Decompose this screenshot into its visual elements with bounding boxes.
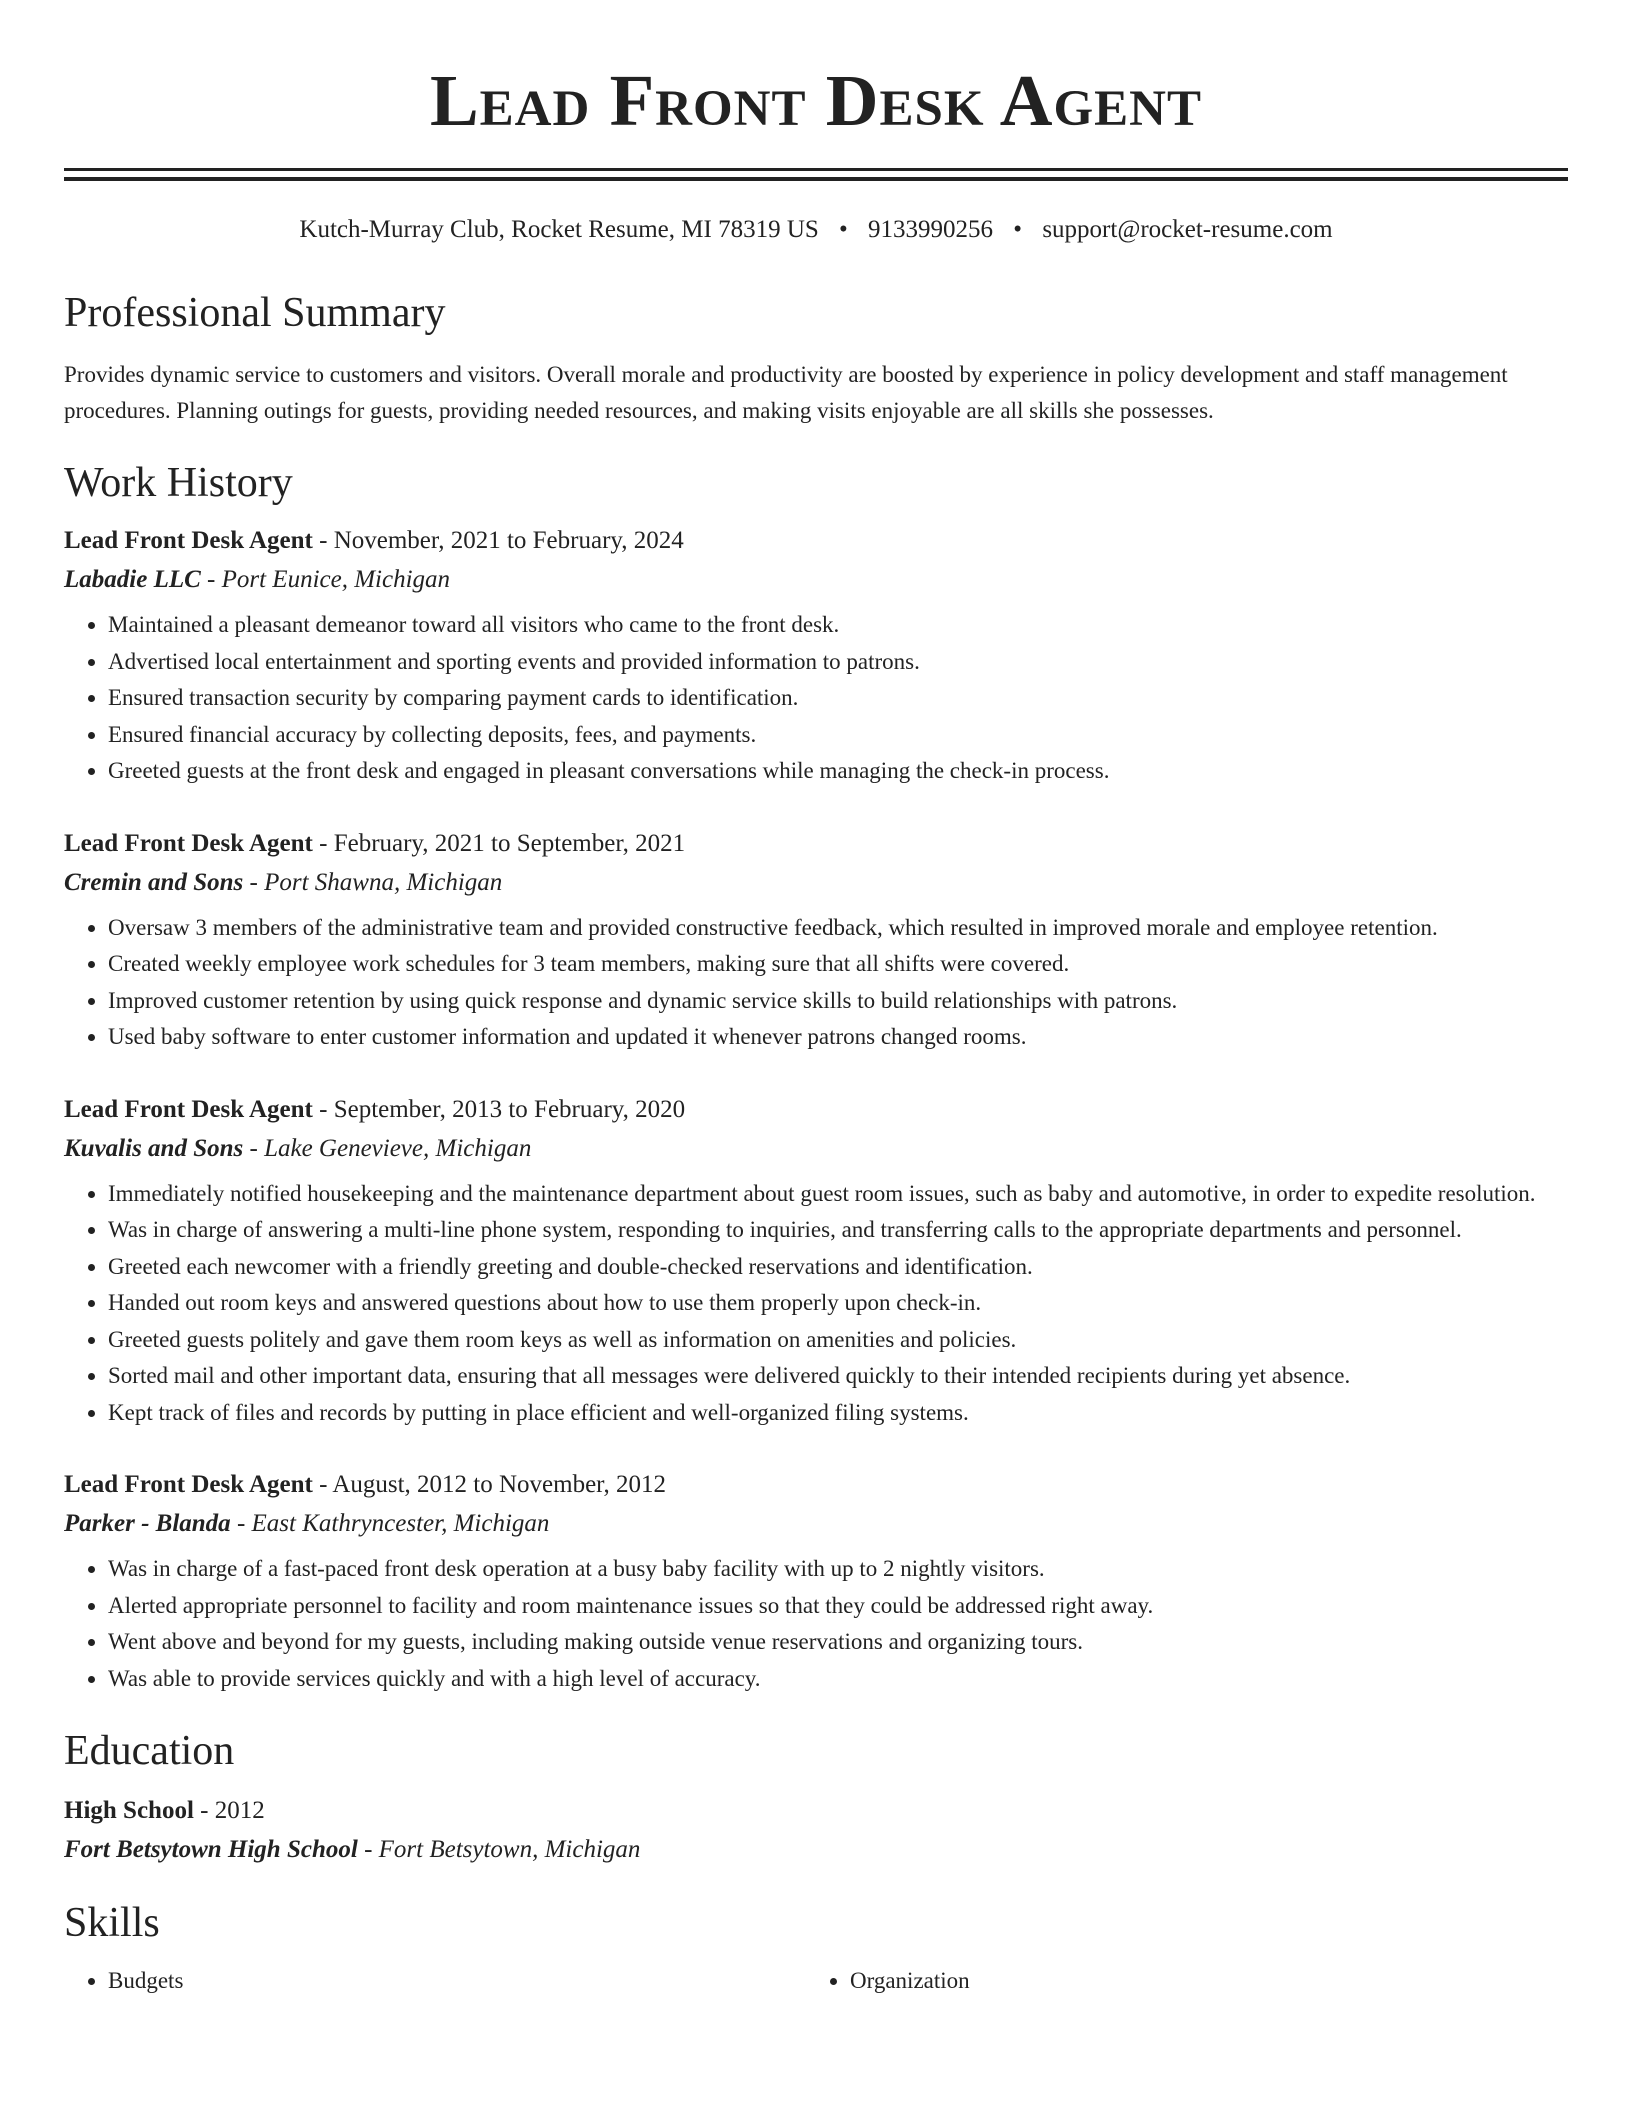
skill-item: • Organization: [850, 1963, 1548, 2000]
job-duties: [64, 607, 1568, 790]
job-duty: • Advertised local entertainment and sporting events and provided information to patrons.: [108, 644, 1568, 681]
title-divider-thin: [64, 168, 1568, 171]
contact-line: [64, 215, 1568, 245]
company-location: Port Eunice, Michigan: [221, 566, 451, 593]
job-entry: [64, 1465, 1568, 1697]
title-divider-thick: [64, 177, 1568, 181]
job-duty: • Used baby software to enter customer information and updated it whenever patrons changed rooms.: [108, 1019, 1568, 1056]
job-entry: [64, 521, 1568, 790]
company-dash: -: [200, 566, 222, 593]
degree-line: [64, 1791, 1568, 1831]
company-location: Lake Genevieve, Michigan: [264, 1134, 532, 1162]
job-dash: -: [312, 1095, 334, 1123]
job-dash: -: [312, 1471, 333, 1498]
skills-column-left: [64, 1963, 806, 2000]
job-duties: [64, 1551, 1568, 1697]
degree-dash: -: [193, 1797, 215, 1824]
school-dash: -: [357, 1836, 379, 1863]
job-duty: • Immediately notified housekeeping and the maintenance department about guest room issues, such as baby and automotive, in order to expedite resolution.: [108, 1176, 1568, 1213]
job-title-line: [64, 824, 1568, 864]
job-duty: • Kept track of files and records by putting in place efficient and well-organized filing systems.: [108, 1395, 1568, 1432]
job-dates: February, 2021 to September, 2021: [333, 829, 686, 857]
job-title-line: [64, 1465, 1568, 1505]
resume-page: [64, 0, 1568, 2000]
work-history-list: [64, 521, 1568, 1697]
summary-heading: Professional Summary: [64, 290, 446, 336]
education-entry: [64, 1791, 1568, 1869]
job-duty: • Handed out room keys and answered questions about how to use them properly upon check-in.: [108, 1285, 1568, 1322]
school-location: Fort Betsytown, Michigan: [378, 1836, 641, 1863]
company-name: Parker - Blanda: [64, 1510, 231, 1537]
skills-list: [64, 1963, 1568, 2000]
job-duty: • Alerted appropriate personnel to facility and room maintenance issues so that they could be addressed right away.: [108, 1588, 1568, 1625]
company-name: Cremin and Sons: [64, 868, 244, 896]
job-title: Lead Front Desk Agent: [64, 829, 313, 857]
job-duties: [64, 1176, 1568, 1432]
job-dates: November, 2021 to February, 2024: [333, 527, 684, 554]
work-history-heading: Work History: [64, 460, 293, 506]
skills-column-right: [806, 1963, 1548, 2000]
job-duty: • Sorted mail and other important data, ensuring that all messages were delivered quickly to their intended recipients during yet absence.: [108, 1358, 1568, 1395]
job-duty: • Was in charge of a fast-paced front desk operation at a busy baby facility with up to 2 nightly visitors.: [108, 1551, 1568, 1588]
summary-text: Provides dynamic service to customers and visitors. Overall morale and productivity are boosted by experience in policy development and staff management procedures. Planning outings for guests, providing needed resources, and making visits enjoyable are all skills she possesses.: [64, 362, 1508, 423]
job-dates: September, 2013 to February, 2020: [333, 1095, 686, 1123]
job-duty: • Was able to provide services quickly and with a high level of accuracy.: [108, 1661, 1568, 1698]
job-title-line: [64, 1090, 1568, 1130]
contact-separator: •: [839, 216, 848, 243]
degree: High School: [64, 1797, 194, 1824]
job-duty: • Ensured transaction security by comparing payment cards to identification.: [108, 680, 1568, 717]
job-title: Lead Front Desk Agent: [64, 527, 313, 554]
contact-phone: 9133990256: [868, 216, 994, 243]
company-line: [64, 1505, 1568, 1543]
job-duty: • Greeted guests politely and gave them room keys as well as information on amenities and policies.: [108, 1322, 1568, 1359]
job-title: Lead Front Desk Agent: [64, 1471, 313, 1498]
resume-title: Lead Front Desk Agent: [429, 60, 1203, 141]
job-entry: [64, 824, 1568, 1056]
job-dash: -: [312, 527, 334, 554]
job-duty: • Was in charge of answering a multi-line phone system, responding to inquiries, and transferring calls to the appropriate departments and personnel.: [108, 1212, 1568, 1249]
company-dash: -: [243, 868, 265, 896]
job-duty: • Improved customer retention by using quick response and dynamic service skills to build relationships with patrons.: [108, 983, 1568, 1020]
job-duty: • Oversaw 3 members of the administrative team and provided constructive feedback, which resulted in improved morale and employee retention.: [108, 910, 1568, 947]
school-name: Fort Betsytown High School: [64, 1836, 358, 1863]
company-location: East Kathryncester, Michigan: [251, 1510, 550, 1537]
company-name: Labadie LLC: [64, 566, 201, 593]
company-dash: -: [230, 1510, 252, 1537]
job-duty: • Maintained a pleasant demeanor toward all visitors who came to the front desk.: [108, 607, 1568, 644]
job-dates: August, 2012 to November, 2012: [332, 1471, 667, 1498]
job-duty: • Created weekly employee work schedules for 3 team members, making sure that all shifts were covered.: [108, 946, 1568, 983]
job-title-line: [64, 521, 1568, 561]
company-location: Port Shawna, Michigan: [264, 868, 503, 896]
company-name: Kuvalis and Sons: [64, 1134, 244, 1162]
contact-separator: •: [1013, 216, 1023, 243]
skills-heading: Skills: [64, 1900, 160, 1946]
company-line: [64, 864, 1568, 902]
school-line: [64, 1831, 1568, 1869]
job-duty: • Ensured financial accuracy by collecting deposits, fees, and payments.: [108, 717, 1568, 754]
job-title: Lead Front Desk Agent: [64, 1095, 313, 1123]
job-entry: [64, 1090, 1568, 1432]
job-duty: • Went above and beyond for my guests, including making outside venue reservations and organizing tours.: [108, 1624, 1568, 1661]
education-heading: Education: [64, 1728, 235, 1774]
job-duties: [64, 910, 1568, 1056]
contact-address: Kutch-Murray Club, Rocket Resume, MI 78319 US: [299, 216, 819, 243]
contact-email: support@rocket-resume.com: [1042, 216, 1333, 243]
company-line: [64, 561, 1568, 599]
company-dash: -: [243, 1134, 265, 1162]
job-duty: • Greeted each newcomer with a friendly greeting and double-checked reservations and identification.: [108, 1249, 1568, 1286]
job-dash: -: [312, 829, 334, 857]
job-duty: • Greeted guests at the front desk and engaged in pleasant conversations while managing the check-in process.: [108, 753, 1568, 790]
skill-item: • Budgets: [108, 1963, 806, 2000]
graduation-year: 2012: [214, 1797, 265, 1824]
company-line: [64, 1130, 1568, 1168]
